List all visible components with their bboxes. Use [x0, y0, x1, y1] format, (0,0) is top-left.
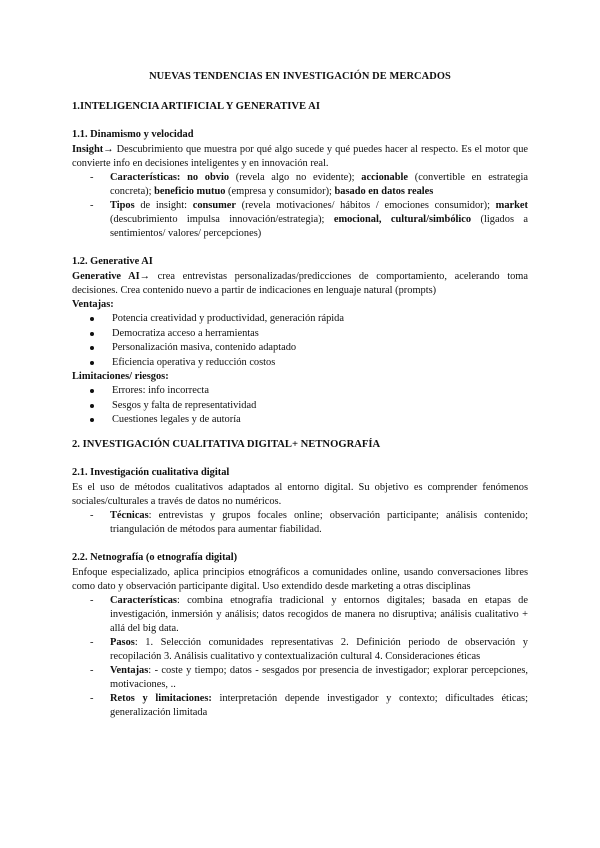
text: Errores: info incorrecta	[112, 385, 209, 396]
insight-definition	[72, 143, 528, 171]
section-1-1-heading: 1.1. Dinamismo y velocidad	[72, 129, 194, 140]
text: Potencia creatividad y productividad, generación rápida	[112, 313, 344, 324]
list-item	[72, 636, 528, 664]
bullet-icon	[90, 361, 94, 365]
list-item	[72, 356, 528, 370]
dash-marker: -	[90, 692, 94, 704]
limitaciones-list	[72, 384, 528, 427]
bold-text: beneficio mutuo	[154, 186, 226, 197]
text: : 1. Selección comunidades representativas 2. Definición periodo de observación y recopilación 3. Análisis cualitativo y contextualización cultural 4. Consideraciones éticas	[110, 636, 528, 662]
text: Cuestiones legales y de autoría	[112, 414, 241, 425]
text: (revela motivaciones/ hábitos / emociones consumidor);	[236, 200, 496, 211]
text: (ligados a sentimientos/ valores/ percepciones)	[110, 214, 528, 239]
list-item	[72, 199, 528, 241]
ventajas-label: Ventajas:	[72, 299, 114, 310]
bold-text: emocional, cultural/simbólico	[333, 214, 472, 225]
list-item	[72, 171, 528, 199]
list-item	[72, 664, 528, 692]
bold-text: Características: no obvio	[110, 172, 230, 183]
bullet-icon	[90, 389, 94, 393]
text: : entrevistas y grupos focales online; observación participante; análisis contenido; triangulación de métodos para aumentar fiabilidad.	[110, 509, 528, 535]
text: : combina etnografía tradicional y entornos digitales; basada en etapas de investigación, inmersión y análisis; datos recogidos de manera no disruptiva; análisis cualitativo + allá del big data.	[110, 594, 528, 634]
section-1-2-heading: 1.2. Generative AI	[72, 256, 153, 267]
bold-text: Tipos	[110, 200, 135, 211]
bold-text: Ventajas	[110, 664, 149, 676]
dash-marker: -	[90, 594, 94, 606]
bullet-icon	[90, 332, 94, 336]
text: (empresa y consumidor);	[225, 186, 335, 197]
list-item	[72, 341, 528, 355]
text: Personalización masiva, contenido adaptado	[112, 342, 297, 353]
section-2-2-heading: 2.2. Netnografía (o etnografía digital)	[72, 551, 238, 563]
insight-term: Insight	[72, 144, 104, 155]
list-item	[72, 594, 528, 636]
dash-marker: -	[90, 636, 94, 648]
text: Eficiencia operativa y reducción costos	[112, 356, 276, 368]
bold-text: market	[495, 200, 528, 211]
bold-text: Pasos	[110, 636, 135, 648]
bullet-icon	[90, 418, 94, 422]
insight-list	[72, 171, 528, 241]
bold-text: Características	[110, 594, 177, 606]
limitaciones-label: Limitaciones/ riesgos:	[72, 371, 169, 382]
text: : - coste y tiempo; datos - sesgados por presencia de investigador; explorar percepciones, motivaciones, ..	[110, 664, 528, 690]
bullet-icon	[90, 404, 94, 408]
section-2-1-text: Es el uso de métodos cualitativos adaptados al entorno digital. Su objetivo es comprender fenómenos sociales/culturales a través de datos no numéricos.	[72, 481, 528, 507]
arrow-glyph: →	[139, 271, 151, 282]
list-item	[72, 312, 528, 326]
tecnicas-list	[72, 509, 528, 537]
generative-ai-definition	[72, 270, 528, 298]
bold-text: Retos y limitaciones:	[110, 692, 212, 704]
dash-marker: -	[90, 509, 94, 521]
dash-marker: -	[90, 172, 94, 183]
bold-text: Técnicas	[110, 509, 149, 521]
text: (descubrimiento impulsa innovación/estrategia);	[110, 214, 334, 225]
text: de insight:	[134, 200, 193, 211]
netnografia-list	[72, 594, 528, 720]
insight-text: Descubrimiento que muestra por qué algo sucede y qué puedes hacer al respecto. Es el motor que convierte info en decisiones inteligentes y en innovación real.	[72, 144, 528, 169]
bold-text: basado en datos reales	[334, 186, 434, 197]
section-2-1-heading: 2.1. Investigación cualitativa digital	[72, 466, 230, 478]
text: interpretación depende investigador y contexto; dificultades éticas; generalización limitada	[110, 692, 528, 718]
list-item	[72, 509, 528, 537]
bullet-icon	[90, 346, 94, 350]
section-2-heading: 2. INVESTIGACIÓN CUALITATIVA DIGITAL+ NETNOGRAFÍA	[72, 438, 381, 450]
section-2-2-text: Enfoque especializado, aplica principios etnográficos a comunidades online, usando conversaciones libres como dato y observación participante digital. Uso extendido desde marketing a otras disciplinas	[72, 566, 528, 592]
generative-ai-text: crea entrevistas personalizadas/predicciones de comportamiento, acelerando toma decisiones. Crea contenido nuevo a partir de indicaciones en lenguaje natural (prompts)	[72, 271, 528, 296]
dash-marker: -	[90, 664, 94, 676]
document-title: NUEVAS TENDENCIAS EN INVESTIGACIÓN DE MERCADOS	[149, 71, 451, 82]
list-item	[72, 384, 528, 398]
dash-marker: -	[90, 200, 94, 211]
list-item	[72, 399, 528, 413]
text: (convertible en estrategia concreta);	[110, 172, 528, 197]
list-item	[72, 692, 528, 720]
bold-text: accionable	[361, 172, 409, 183]
list-item	[72, 327, 528, 341]
list-item	[72, 413, 528, 427]
text: Sesgos y falta de representatividad	[112, 399, 257, 411]
section-1-heading: 1.INTELIGENCIA ARTIFICIAL Y GENERATIVE AI	[72, 101, 320, 112]
text: Democratiza acceso a herramientas	[112, 327, 259, 339]
arrow-glyph: →	[103, 144, 114, 155]
generative-ai-term: Generative AI	[72, 271, 140, 282]
bullet-icon	[90, 317, 94, 321]
text: (revela algo no evidente);	[229, 172, 362, 183]
bold-text: consumer	[192, 200, 236, 211]
ventajas-list	[72, 312, 528, 370]
